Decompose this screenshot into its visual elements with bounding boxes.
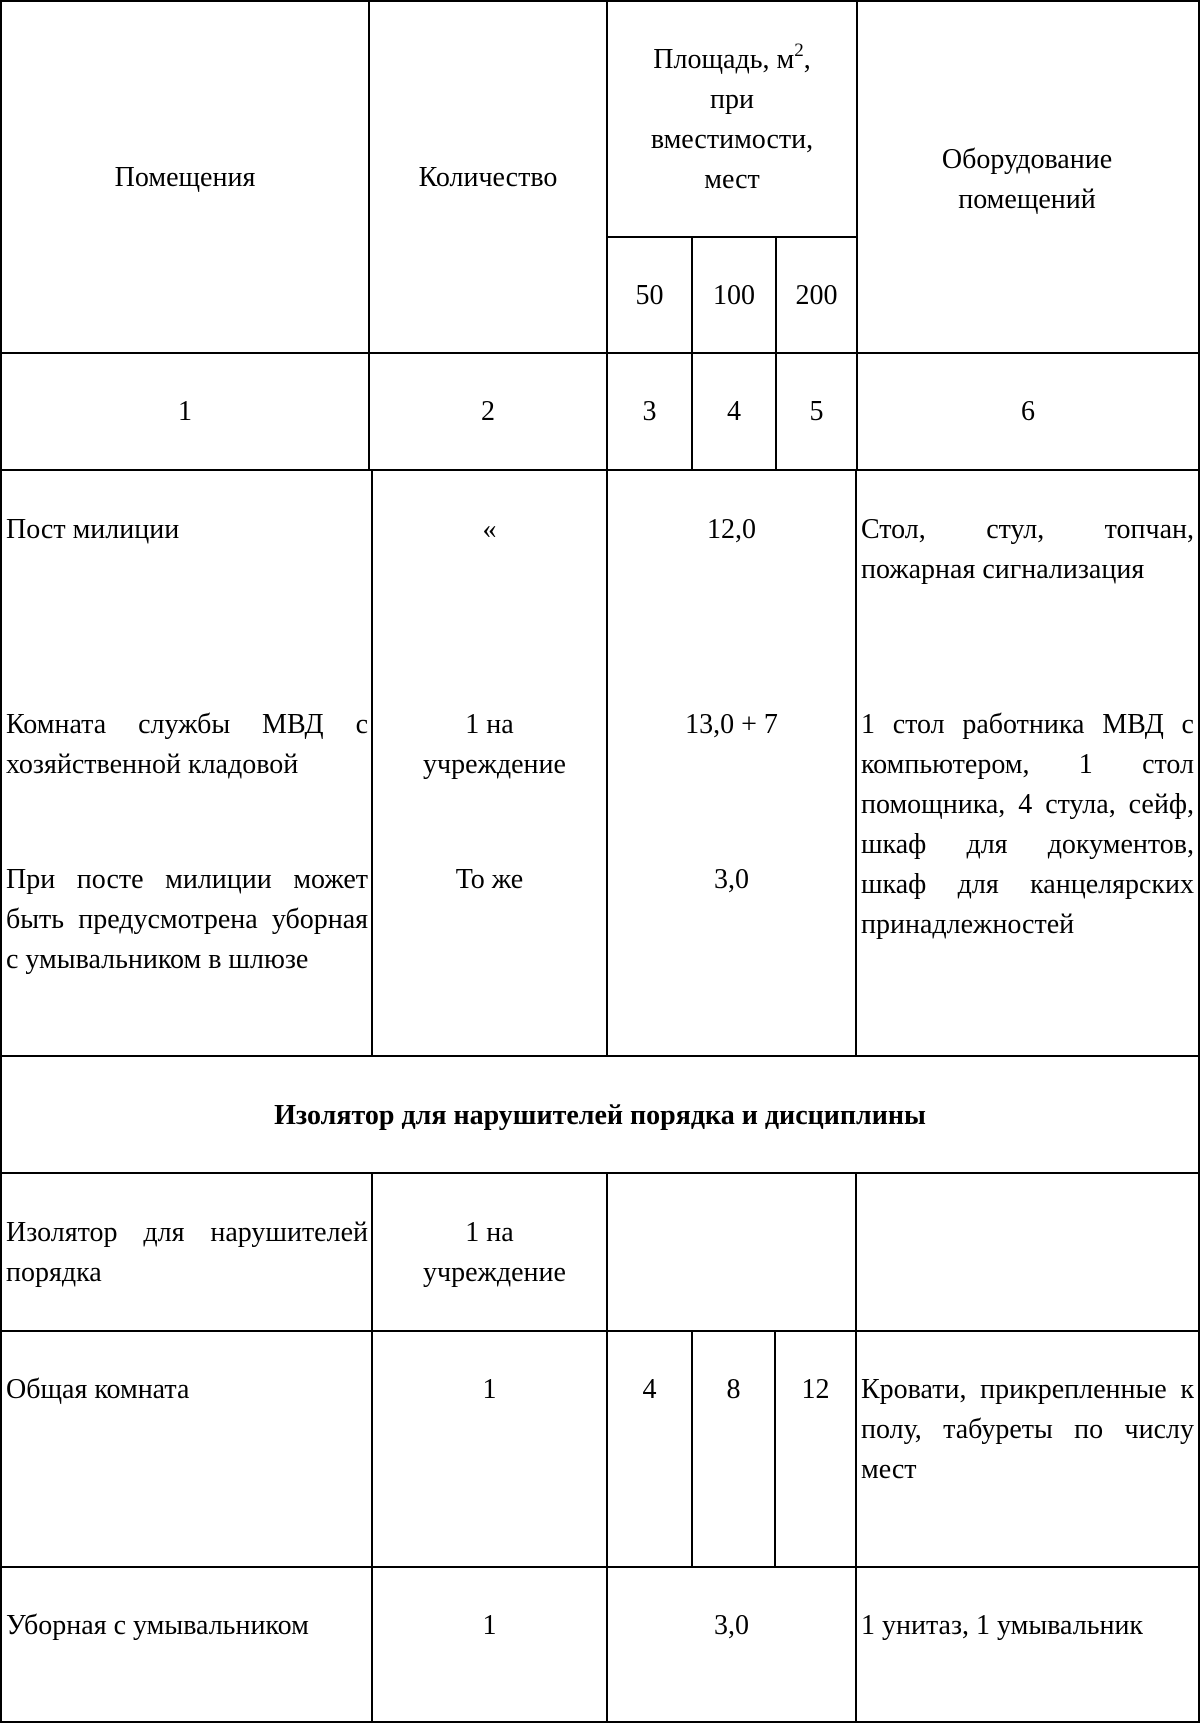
section-top-border (0, 1055, 1200, 1057)
header-equipment: Оборудование помещений (941, 144, 1113, 215)
header-area-line-2: при (710, 84, 754, 115)
table-border-bottom (0, 1721, 1200, 1723)
column-number-5: 5 (809, 396, 824, 427)
column-number-3: 3 (642, 396, 657, 427)
table-border-top (0, 0, 1200, 2)
column-divider (691, 1330, 693, 1568)
header-sub-divider (606, 236, 857, 238)
table-cell-area: 3,0 (714, 864, 749, 895)
table-cell-room: Комната службы МВД с хозяйственной кладовой (6, 709, 368, 780)
header-capacity-100: 100 (713, 280, 755, 311)
row-divider (0, 1330, 1200, 1332)
header-bottom-border (0, 352, 1200, 354)
table-cell-equipment: Кровати, прикрепленные к полу, табуреты по числу мест (861, 1374, 1194, 1485)
table-cell-quantity: 1 на учреждение (423, 709, 566, 780)
table-cell-room: При посте милиции может быть предусмотрена уборная с умывальником в шлюзе (6, 864, 368, 975)
column-divider (606, 469, 608, 1057)
table-cell-room: Общая комната (6, 1374, 190, 1405)
table-cell-area-100: 8 (726, 1374, 741, 1405)
table-cell-room: Изолятор для нарушителей порядка (6, 1217, 368, 1288)
header-capacity-50: 50 (635, 280, 664, 311)
table-cell-quantity: « (482, 514, 497, 545)
section-title: Изолятор для нарушителей порядка и дисциплины (274, 1100, 926, 1131)
table-cell-quantity: 1 на учреждение (423, 1217, 566, 1288)
column-divider (775, 236, 777, 471)
table-cell-equipment: 1 унитаз, 1 умывальник (861, 1610, 1144, 1641)
header-area (608, 40, 856, 200)
table-cell-area-50: 4 (642, 1374, 657, 1405)
header-area-line-4: мест (704, 164, 760, 195)
table-cell-area-200: 12 (801, 1374, 830, 1405)
header-quantity: Количество (418, 162, 558, 193)
header-area-line-1: Площадь, $м^2$, (653, 40, 811, 75)
table-cell-area: 13,0 + 7 (685, 709, 778, 740)
header-capacity-200: 200 (795, 280, 838, 311)
table-cell-quantity: 1 (482, 1610, 497, 1641)
column-number-4: 4 (727, 396, 741, 427)
column-number-1: 1 (178, 396, 192, 427)
column-number-2: 2 (481, 396, 495, 427)
table-cell-equipment: 1 стол работника МВД с компьютером, 1 стол помощника, 4 стула, сейф, шкаф для документов, шкаф для канцелярских принадлежностей (861, 709, 1194, 940)
header-rooms: Помещения (114, 162, 256, 193)
header-area-line-3: вместимости, (650, 124, 814, 155)
table-cell-room: Пост милиции (6, 514, 180, 545)
column-number-6: 6 (1021, 396, 1035, 427)
column-divider (774, 1330, 776, 1568)
column-divider (691, 236, 693, 471)
row-divider (0, 1566, 1200, 1568)
table-cell-equipment: Стол, стул, топчан, пожарная сигнализация (861, 514, 1194, 585)
table-cell-room: Уборная с умывальником (6, 1610, 309, 1641)
section-bottom-border (0, 1172, 1200, 1174)
table-cell-area: 12,0 (707, 514, 756, 545)
numbers-row-bottom-border (0, 469, 1200, 471)
column-divider (855, 1172, 857, 1723)
table-cell-area: 3,0 (714, 1610, 749, 1641)
table-border-left (0, 0, 2, 1723)
table-cell-quantity: То же (455, 864, 524, 895)
table-cell-quantity: 1 (482, 1374, 497, 1405)
column-divider (855, 469, 857, 1057)
